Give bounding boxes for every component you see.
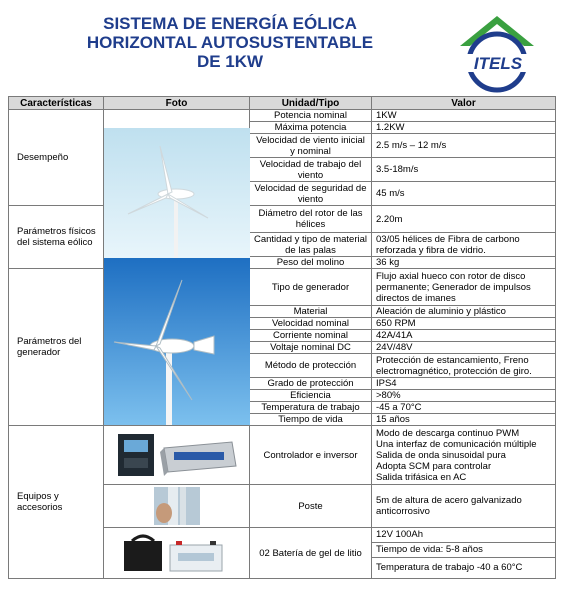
value-cell: -45 a 70°C: [372, 402, 556, 414]
document-header: [0, 0, 561, 96]
unit-cell: Temperatura de trabajo: [250, 402, 372, 414]
unit-cell: Potencia nominal: [250, 110, 372, 122]
value-cell: 03/05 hélices de Fibra de carbono reforzada y fibra de vidrio.: [372, 233, 556, 257]
spec-table: [8, 96, 556, 579]
table-row: [9, 206, 556, 233]
value-cell: 36 kg: [372, 257, 556, 269]
pole-image: [104, 485, 250, 527]
unit-cell: Velocidad de seguridad de viento: [250, 182, 372, 206]
unit-cell: Máxima potencia: [250, 122, 372, 134]
value-cell: IPS4: [372, 378, 556, 390]
header-valor: Valor: [372, 97, 556, 110]
unit-cell: Eficiencia: [250, 390, 372, 402]
value-cell: 2.5 m/s – 12 m/s: [372, 134, 556, 158]
unit-cell: Corriente nominal: [250, 330, 372, 342]
header-unidad: Unidad/Tipo: [250, 97, 372, 110]
logo-text: ITELS: [473, 54, 523, 73]
controller-inverter-image: [104, 426, 250, 484]
unit-cell: 02 Batería de gel de litio: [250, 528, 372, 579]
value-line: Temperatura de trabajo -40 a 60°C: [376, 562, 523, 573]
value-cell: 45 m/s: [372, 182, 556, 206]
value-cell: 24V/48V: [372, 342, 556, 354]
title-line-2: HORIZONTAL AUTOSUSTENTABLE: [86, 33, 374, 52]
controller-photo: [104, 426, 250, 485]
value-line: Salida de onda sinusoidal pura: [376, 449, 506, 461]
unit-cell: Método de protección: [250, 354, 372, 378]
table-row: [9, 110, 556, 122]
table-row: [9, 426, 556, 485]
value-cell: 650 RPM: [372, 318, 556, 330]
document-title: [40, 14, 420, 71]
wind-turbine-image: [104, 110, 250, 425]
title-line-3: DE 1KW: [196, 52, 264, 71]
battery-photo: [104, 528, 250, 579]
value-line: Modo de descarga continuo PWM: [376, 427, 520, 439]
value-cell: >80%: [372, 390, 556, 402]
unit-cell: Velocidad nominal: [250, 318, 372, 330]
section-desempeno: Desempeño: [9, 110, 104, 206]
value-cell: Flujo axial hueco con rotor de disco permanente; Generador de impulsos directos de imanes: [372, 269, 556, 306]
unit-cell: Material: [250, 306, 372, 318]
unit-cell: Controlador e inversor: [250, 426, 372, 485]
unit-cell: Tiempo de vida: [250, 414, 372, 426]
value-line: Salida trifásica en AC: [376, 471, 467, 483]
unit-cell: Voltaje nominal DC: [250, 342, 372, 354]
itels-logo: [452, 12, 542, 94]
value-cell: [372, 426, 556, 485]
wind-turbine-photos: [104, 110, 250, 426]
pole-photo: [104, 485, 250, 528]
value-line: 12V 100Ah: [372, 528, 555, 543]
unit-cell: Velocidad de trabajo del viento: [250, 158, 372, 182]
unit-cell: Diámetro del rotor de las hélices: [250, 206, 372, 233]
value-cell: 15 años: [372, 414, 556, 426]
value-cell: 3.5-18m/s: [372, 158, 556, 182]
value-cell: [372, 528, 556, 579]
value-line: Una interfaz de comunicación múltiple: [376, 438, 537, 450]
section-equipos: Equipos y accesorios: [9, 426, 104, 579]
unit-cell: Poste: [250, 485, 372, 528]
unit-cell: Peso del molino: [250, 257, 372, 269]
section-parametros-generador: Parámetros del generador: [9, 269, 104, 426]
table-header-row: [9, 97, 556, 110]
unit-cell: Tipo de generador: [250, 269, 372, 306]
battery-image: [104, 529, 250, 577]
value-cell: 42A/41A: [372, 330, 556, 342]
value-cell: 5m de altura de acero galvanizado anticorrosivo: [372, 485, 556, 528]
value-cell: Protección de estancamiento, Freno electromagnético, protección de giro.: [372, 354, 556, 378]
value-cell: Aleación de aluminio y plástico: [372, 306, 556, 318]
section-parametros-fisicos: Parámetros físicos del sistema eólico: [9, 206, 104, 269]
title-line-1: SISTEMA DE ENERGÍA EÓLICA: [103, 14, 357, 33]
value-cell: 1KW: [372, 110, 556, 122]
header-foto: Foto: [104, 97, 250, 110]
unit-cell: Cantidad y tipo de material de las palas: [250, 233, 372, 257]
value-cell: 2.20m: [372, 206, 556, 233]
value-line: Tiempo de vida: 5-8 años: [372, 543, 555, 558]
unit-cell: Velocidad de viento inicial y nominal: [250, 134, 372, 158]
value-line: Adopta SCM para controlar: [376, 460, 492, 472]
table-row: [9, 269, 556, 306]
header-caracteristicas: Características: [9, 97, 104, 110]
value-cell: 1.2KW: [372, 122, 556, 134]
unit-cell: Grado de protección: [250, 378, 372, 390]
